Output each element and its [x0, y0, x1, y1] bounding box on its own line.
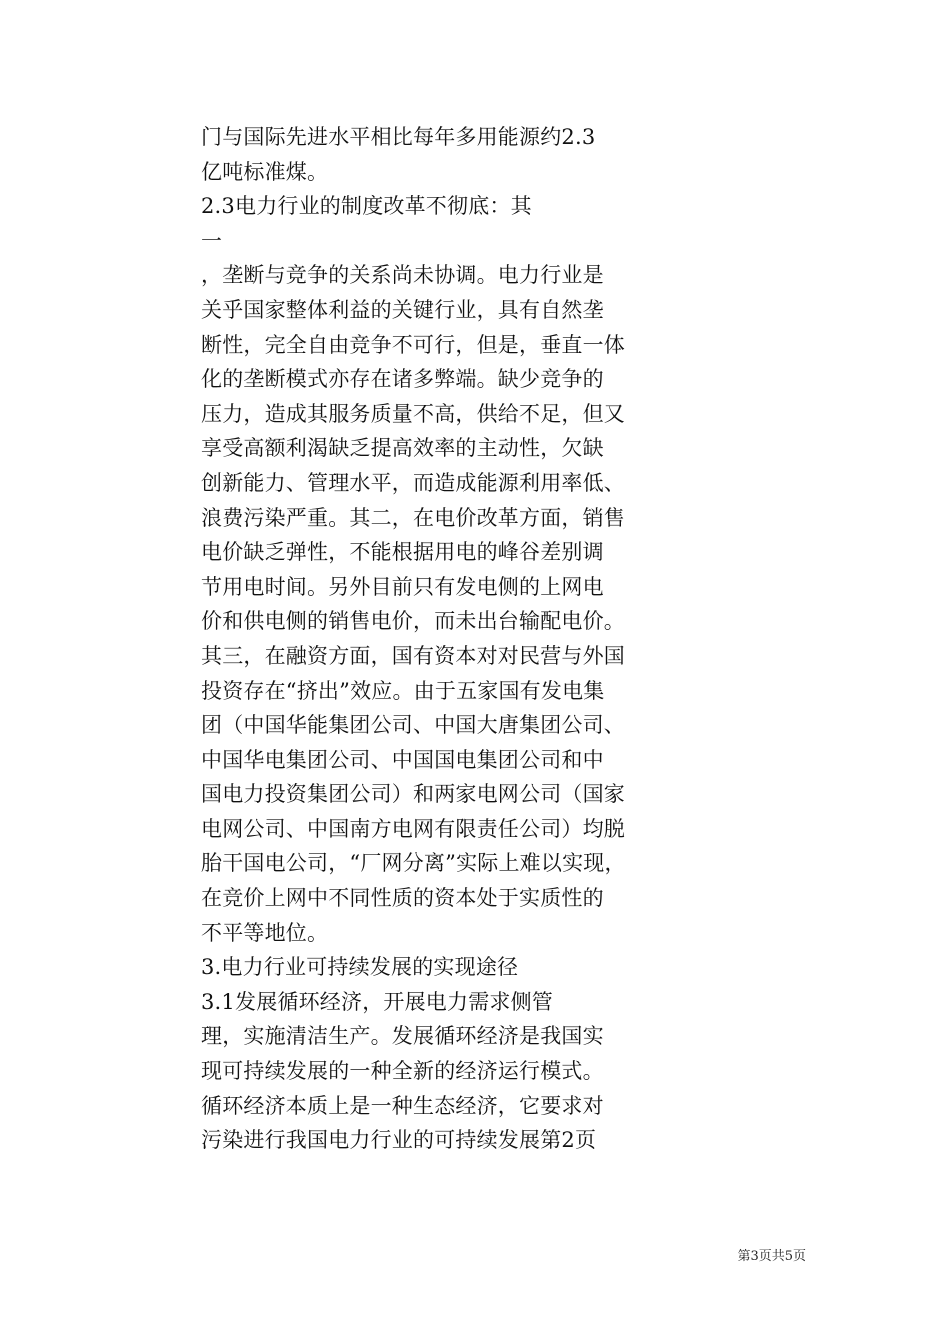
text-line: 胎干国电公司，“厂网分离”实际上难以实现，	[201, 851, 626, 876]
text-line: ，垄断与竞争的关系尚未协调。电力行业是	[201, 263, 604, 288]
text-line: 现可持续发展的一种全新的经济运行模式。	[201, 1059, 604, 1084]
text-line: 压力，造成其服务质量不高，供给不足，但又	[201, 401, 625, 426]
text-line: 电网公司、中国南方电网有限责任公司）均脱	[201, 816, 625, 841]
text-line: 化的垄断模式亦存在诸多弊端。缺少竞争的	[201, 367, 604, 392]
subsection-heading: 3.1发展循环经济，开展电力需求侧管	[201, 989, 553, 1014]
text-line: 投资存在“挤出”效应。由于五家国有发电集	[201, 678, 605, 703]
text-line: 其三，在融资方面，国有资本对对民营与外国	[201, 643, 625, 668]
page-number-footer: 第3页共5页	[737, 1249, 806, 1264]
section-heading: 3.电力行业可持续发展的实现途径	[201, 955, 519, 980]
text-line: 污染进行我国电力行业的可持续发展第2页	[201, 1128, 597, 1153]
text-line: 国电力投资集团公司）和两家电网公司（国家	[201, 782, 625, 807]
text-line: 理，实施清洁生产。发展循环经济是我国实	[201, 1024, 604, 1049]
text-line: 断性，完全自由竞争不可行，但是，垂直一体	[201, 332, 625, 357]
text-line: 享受高额利渴缺乏提高效率的主动性，欠缺	[201, 436, 604, 461]
text-line: 门与国际先进水平相比每年多用能源约2.3	[201, 125, 596, 149]
text-line: 中国华电集团公司、中国国电集团公司和中	[201, 747, 604, 772]
text-line: 团（中国华能集团公司、中国大唐集团公司、	[201, 713, 625, 738]
text-line: 在竞价上网中不同性质的资本处于实质性的	[201, 886, 604, 911]
text-line: 循环经济本质上是一种生态经济，它要求对	[201, 1093, 604, 1118]
text-line: 一	[201, 228, 223, 253]
text-line: 不平等地位。	[201, 920, 329, 945]
text-line: 价和供电侧的销售电价，而未出台输配电价。	[201, 609, 625, 634]
text-line: 亿吨标准煤。	[201, 159, 329, 184]
section-heading: 2.3电力行业的制度改革不彻底：其	[201, 194, 532, 219]
text-line: 电价缺乏弹性，不能根据用电的峰谷差别调	[201, 540, 604, 565]
text-line: 关乎国家整体利益的关键行业，具有自然垄	[201, 297, 604, 322]
text-line: 节用电时间。另外目前只有发电侧的上网电	[201, 574, 604, 599]
text-line: 创新能力、管理水平，而造成能源利用率低、	[201, 470, 625, 495]
body-text	[201, 120, 721, 1158]
text-line: 浪费污染严重。其二，在电价改革方面，销售	[201, 505, 625, 530]
